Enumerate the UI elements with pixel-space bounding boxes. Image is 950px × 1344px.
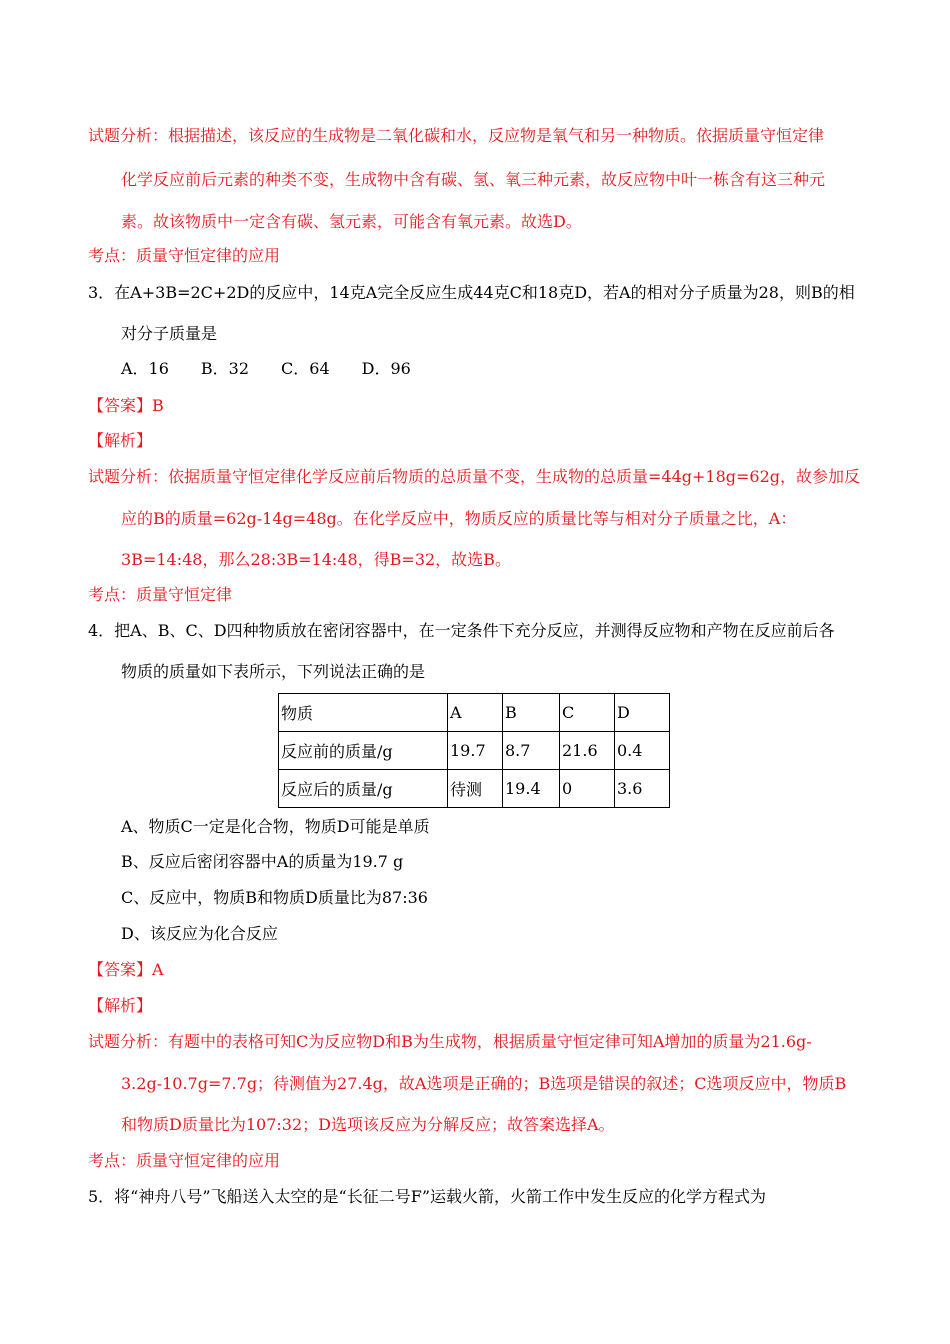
table-cell: 3.6: [615, 770, 670, 808]
q4-option-a: A、物质C一定是化合物，物质D可能是单质: [121, 817, 430, 836]
table-cell: 反应前的质量/g: [279, 732, 448, 770]
q4-analysis-line-2: 3.2g-10.7g=7.7g；待测值为27.4g，故A选项是正确的；B选项是错误的叙述；C选项反应中，物质B: [121, 1074, 847, 1093]
q3-jiexi-label: 【解析】: [88, 431, 153, 450]
table-cell: 反应后的质量/g: [279, 770, 448, 808]
q3-kaodian: 考点：质量守恒定律: [88, 585, 233, 604]
table-row: [279, 770, 670, 808]
q2-analysis-line-2: 化学反应前后元素的种类不变，生成物中含有碳、氢、氧三种元素，故反应物中叶一栋含有这三种元: [121, 170, 826, 189]
q3-analysis-line-1: 试题分析：依据质量守恒定律化学反应前后物质的总质量不变，生成物的总质量=44g+18g=62g，故参加反: [88, 467, 861, 486]
q2-analysis-line-1: 试题分析：根据描述，该反应的生成物是二氧化碳和水，反应物是氧气和另一种物质。依据质量守恒定律: [88, 126, 825, 145]
q4-analysis-line-1: 试题分析：有题中的表格可知C为反应物D和B为生成物，根据质量守恒定律可知A增加的质量为21.6g-: [88, 1032, 812, 1051]
q3-stem-line-2: 对分子质量是: [121, 324, 218, 343]
q4-kaodian: 考点：质量守恒定律的应用: [88, 1151, 281, 1170]
table-cell: D: [615, 694, 670, 732]
table-cell: C: [560, 694, 615, 732]
table-cell: 物质: [279, 694, 448, 732]
q3-analysis-line-3: 3B=14:48，那么28:3B=14:48，得B=32，故选B。: [121, 550, 511, 569]
q2-kaodian: 考点：质量守恒定律的应用: [88, 246, 281, 265]
q4-option-b: B、反应后密闭容器中A的质量为19.7 g: [121, 852, 404, 871]
table-cell: 19.4: [503, 770, 560, 808]
table-cell: A: [448, 694, 503, 732]
table-cell: 待测: [448, 770, 503, 808]
q5-stem-line-1: 5．将“神舟八号”飞船送入太空的是“长征二号F”运载火箭，火箭工作中发生反应的化学方程式为: [88, 1187, 767, 1206]
q3-stem-line-1: 3．在A+3B=2C+2D的反应中，14克A完全反应生成44克C和18克D，若A的相对分子质量为28，则B的相: [88, 283, 855, 302]
mass-table: [278, 693, 670, 808]
table-header-row: [279, 694, 670, 732]
q3-answer: 【答案】B: [88, 396, 164, 415]
q3-options: A．16 B．32 C．64 D．96: [121, 359, 411, 378]
table-cell: 19.7: [448, 732, 503, 770]
table-cell: 0.4: [615, 732, 670, 770]
table-cell: 8.7: [503, 732, 560, 770]
q4-option-d: D、该反应为化合反应: [121, 924, 278, 943]
table-row: [279, 732, 670, 770]
q4-stem-line-1: 4．把A、B、C、D四种物质放在密闭容器中，在一定条件下充分反应，并测得反应物和产物在反应前后各: [88, 621, 835, 640]
q4-stem-line-2: 物质的质量如下表所示，下列说法正确的是: [121, 662, 426, 681]
table-cell: 21.6: [560, 732, 615, 770]
q4-option-c: C、反应中，物质B和物质D质量比为87:36: [121, 888, 428, 907]
q4-analysis-line-3: 和物质D质量比为107:32；D选项该反应为分解反应；故答案选择A。: [121, 1115, 615, 1134]
q4-jiexi-label: 【解析】: [88, 996, 153, 1015]
q2-analysis-line-3: 素。故该物质中一定含有碳、氢元素，可能含有氧元素。故选D。: [121, 212, 582, 231]
table-cell: 0: [560, 770, 615, 808]
table-cell: B: [503, 694, 560, 732]
q4-answer: 【答案】A: [88, 960, 164, 979]
q3-analysis-line-2: 应的B的质量=62g-14g=48g。在化学反应中，物质反应的质量比等与相对分子质量之比，A：: [121, 509, 797, 528]
